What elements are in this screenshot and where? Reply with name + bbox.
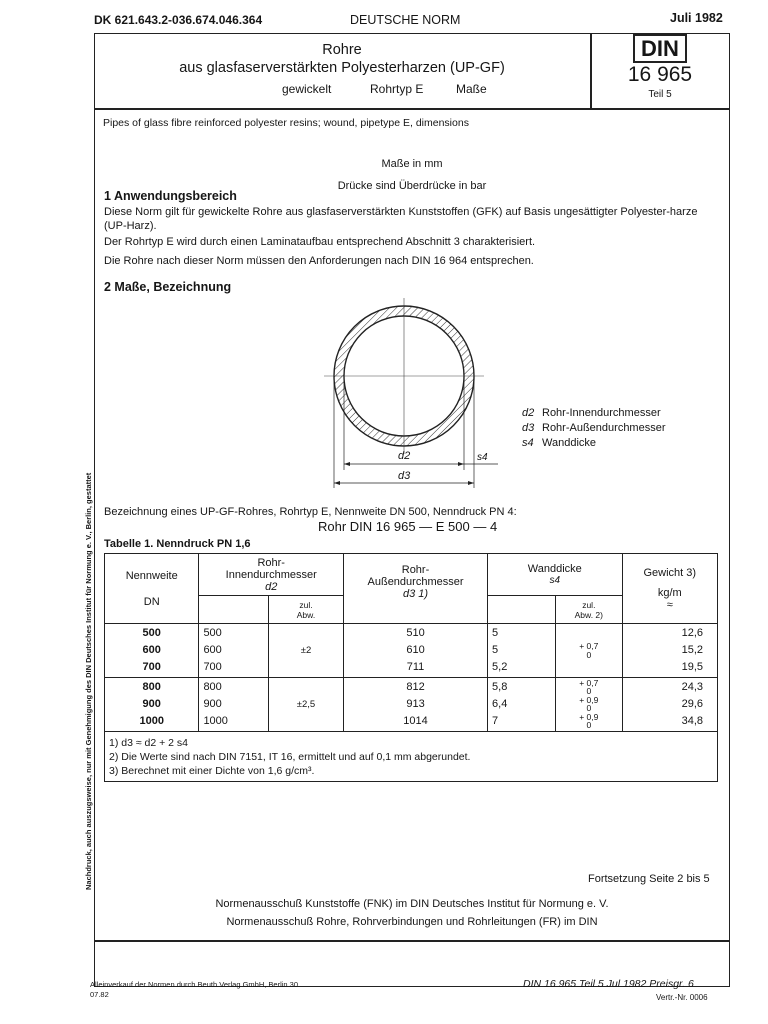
group1-d3: 510 610 711 bbox=[344, 624, 488, 678]
d3-label: d3 bbox=[398, 470, 411, 482]
din-logo: DIN bbox=[590, 36, 730, 62]
group2-s4: 5,8 6,4 7 bbox=[488, 678, 556, 732]
group2-s4-tol: + 0,7 0 + 0,9 0 + 0,9 0 bbox=[556, 678, 622, 732]
title-sub-type: Rohrtyp E bbox=[370, 82, 424, 96]
header-nennweite: Nennweite DN bbox=[105, 554, 199, 624]
group2-d3: 812 913 1014 bbox=[344, 678, 488, 732]
title-line1: Rohre bbox=[322, 42, 362, 58]
group1-s4-tol: + 0,7 0 bbox=[556, 624, 622, 678]
group1-s4: 5 5 5,2 bbox=[488, 624, 556, 678]
section1-p3: Die Rohre nach dieser Norm müssen den Anforderungen nach DIN 16 964 entsprechen. bbox=[104, 255, 534, 267]
designation-code: Rohr DIN 16 965 — E 500 — 4 bbox=[318, 519, 498, 534]
title-sub-wound: gewickelt bbox=[282, 82, 332, 96]
header-wall-thickness: Wanddicke s4 bbox=[488, 554, 623, 596]
footnote-1: 1) d3 ≈ d2 + 2 s4 bbox=[109, 737, 189, 749]
dimensions-table bbox=[104, 553, 718, 782]
part-label: Teil 5 bbox=[648, 89, 672, 100]
d2-label: d2 bbox=[398, 450, 411, 462]
title-sub-dims: Maße bbox=[456, 82, 487, 96]
group1-dn: 500 600 700 bbox=[105, 624, 199, 678]
english-title: Pipes of glass fibre reinforced polyester resins; wound, pipetype E, dimensions bbox=[103, 117, 469, 129]
group2-d2: 800 900 1000 bbox=[199, 678, 269, 732]
footer-publisher: Alleinverkauf der Normen durch Beuth Verlag GmbH, Berlin 30 bbox=[90, 980, 299, 989]
pressure-note: Drücke sind Überdrücke in bar bbox=[337, 180, 487, 192]
footer-standard-ref: DIN 16 965 Teil 5 Jul 1982 Preisgr. 6 bbox=[523, 978, 694, 990]
legend-d2: d2 Rohr-Innendurchmesser bbox=[522, 407, 661, 419]
continuation-note: Fortsetzung Seite 2 bis 5 bbox=[588, 873, 710, 885]
s4-label: s4 bbox=[477, 452, 488, 463]
table-caption: Tabelle 1. Nenndruck PN 1,6 bbox=[104, 538, 251, 550]
header-inner-tol: zul. Abw. bbox=[268, 596, 343, 624]
group2-d2-tol: ±2,5 bbox=[268, 678, 343, 732]
legend-d3: d3 Rohr-Außendurchmesser bbox=[522, 422, 666, 434]
issue-date: Juli 1982 bbox=[670, 11, 723, 25]
committee-line1: Normenausschuß Kunststoffe (FNK) im DIN Deutsches Institut für Normung e. V. bbox=[215, 898, 609, 910]
footnote-3: 3) Berechnet mit einer Dichte von 1,6 g/cm³. bbox=[109, 765, 315, 777]
section1-heading: 1 Anwendungsbereich bbox=[104, 189, 237, 203]
section1-p2: Der Rohrtyp E wird durch einen Laminataufbau entsprechend Abschnitt 3 charakterisiert. bbox=[104, 236, 536, 248]
group1-d2: 500 600 700 bbox=[199, 624, 269, 678]
header-outer-diameter: Rohr- Außendurchmesser d3 1) bbox=[344, 554, 488, 624]
section2-heading: 2 Maße, Bezeichnung bbox=[104, 280, 232, 294]
footer-vertr: Vertr.-Nr. 0006 bbox=[656, 993, 708, 1002]
reprint-notice: Nachdruck, auch auszugsweise, nur mit Genehmigung des DIN Deutsches Institut für Normung e. V., Berlin, gestattet bbox=[84, 472, 93, 890]
pipe-cross-section-figure bbox=[320, 292, 500, 492]
table-footnotes bbox=[105, 732, 718, 782]
designation-intro: Bezeichnung eines UP-GF-Rohres, Rohrtyp E, Nennweite DN 500, Nenndruck PN 4: bbox=[104, 506, 517, 518]
units-note: Maße in mm bbox=[381, 158, 443, 170]
pipe-wall-hatch bbox=[320, 292, 500, 492]
group1-weight: 12,6 15,2 19,5 bbox=[622, 624, 717, 678]
header-weight: Gewicht 3) kg/m ≈ bbox=[622, 554, 717, 624]
norm-label: DEUTSCHE NORM bbox=[350, 13, 461, 27]
group2-weight: 24,3 29,6 34,8 bbox=[622, 678, 717, 732]
header-wall-tol: zul. Abw. 2) bbox=[556, 596, 622, 624]
footer-code: 07.82 bbox=[90, 990, 109, 999]
section1-p1: Diese Norm gilt für gewickelte Rohre aus glasfaserverstärkten Kunststoffen (GFK) auf Basis ungesättigter Polyester-harze (UP-Harz). bbox=[104, 206, 698, 232]
title-line2: aus glasfaserverstärkten Polyesterharzen (UP-GF) bbox=[179, 60, 505, 76]
title-divider bbox=[94, 108, 730, 110]
footnote-2: 2) Die Werte sind nach DIN 7151, IT 16, ermittelt und auf 0,1 mm abgerundet. bbox=[109, 751, 471, 763]
footer-divider bbox=[94, 940, 730, 942]
header-inner-diameter: Rohr- Innendurchmesser d2 bbox=[199, 554, 344, 596]
group2-dn: 800 900 1000 bbox=[105, 678, 199, 732]
group1-d2-tol: ±2 bbox=[268, 624, 343, 678]
committee-line2: Normenausschuß Rohre, Rohrverbindungen und Rohrleitungen (FR) im DIN bbox=[226, 916, 598, 928]
standard-number: 16 965 bbox=[627, 63, 693, 86]
legend-s4: s4 Wanddicke bbox=[522, 437, 597, 449]
dk-number: DK 621.643.2-036.674.046.364 bbox=[94, 13, 263, 27]
